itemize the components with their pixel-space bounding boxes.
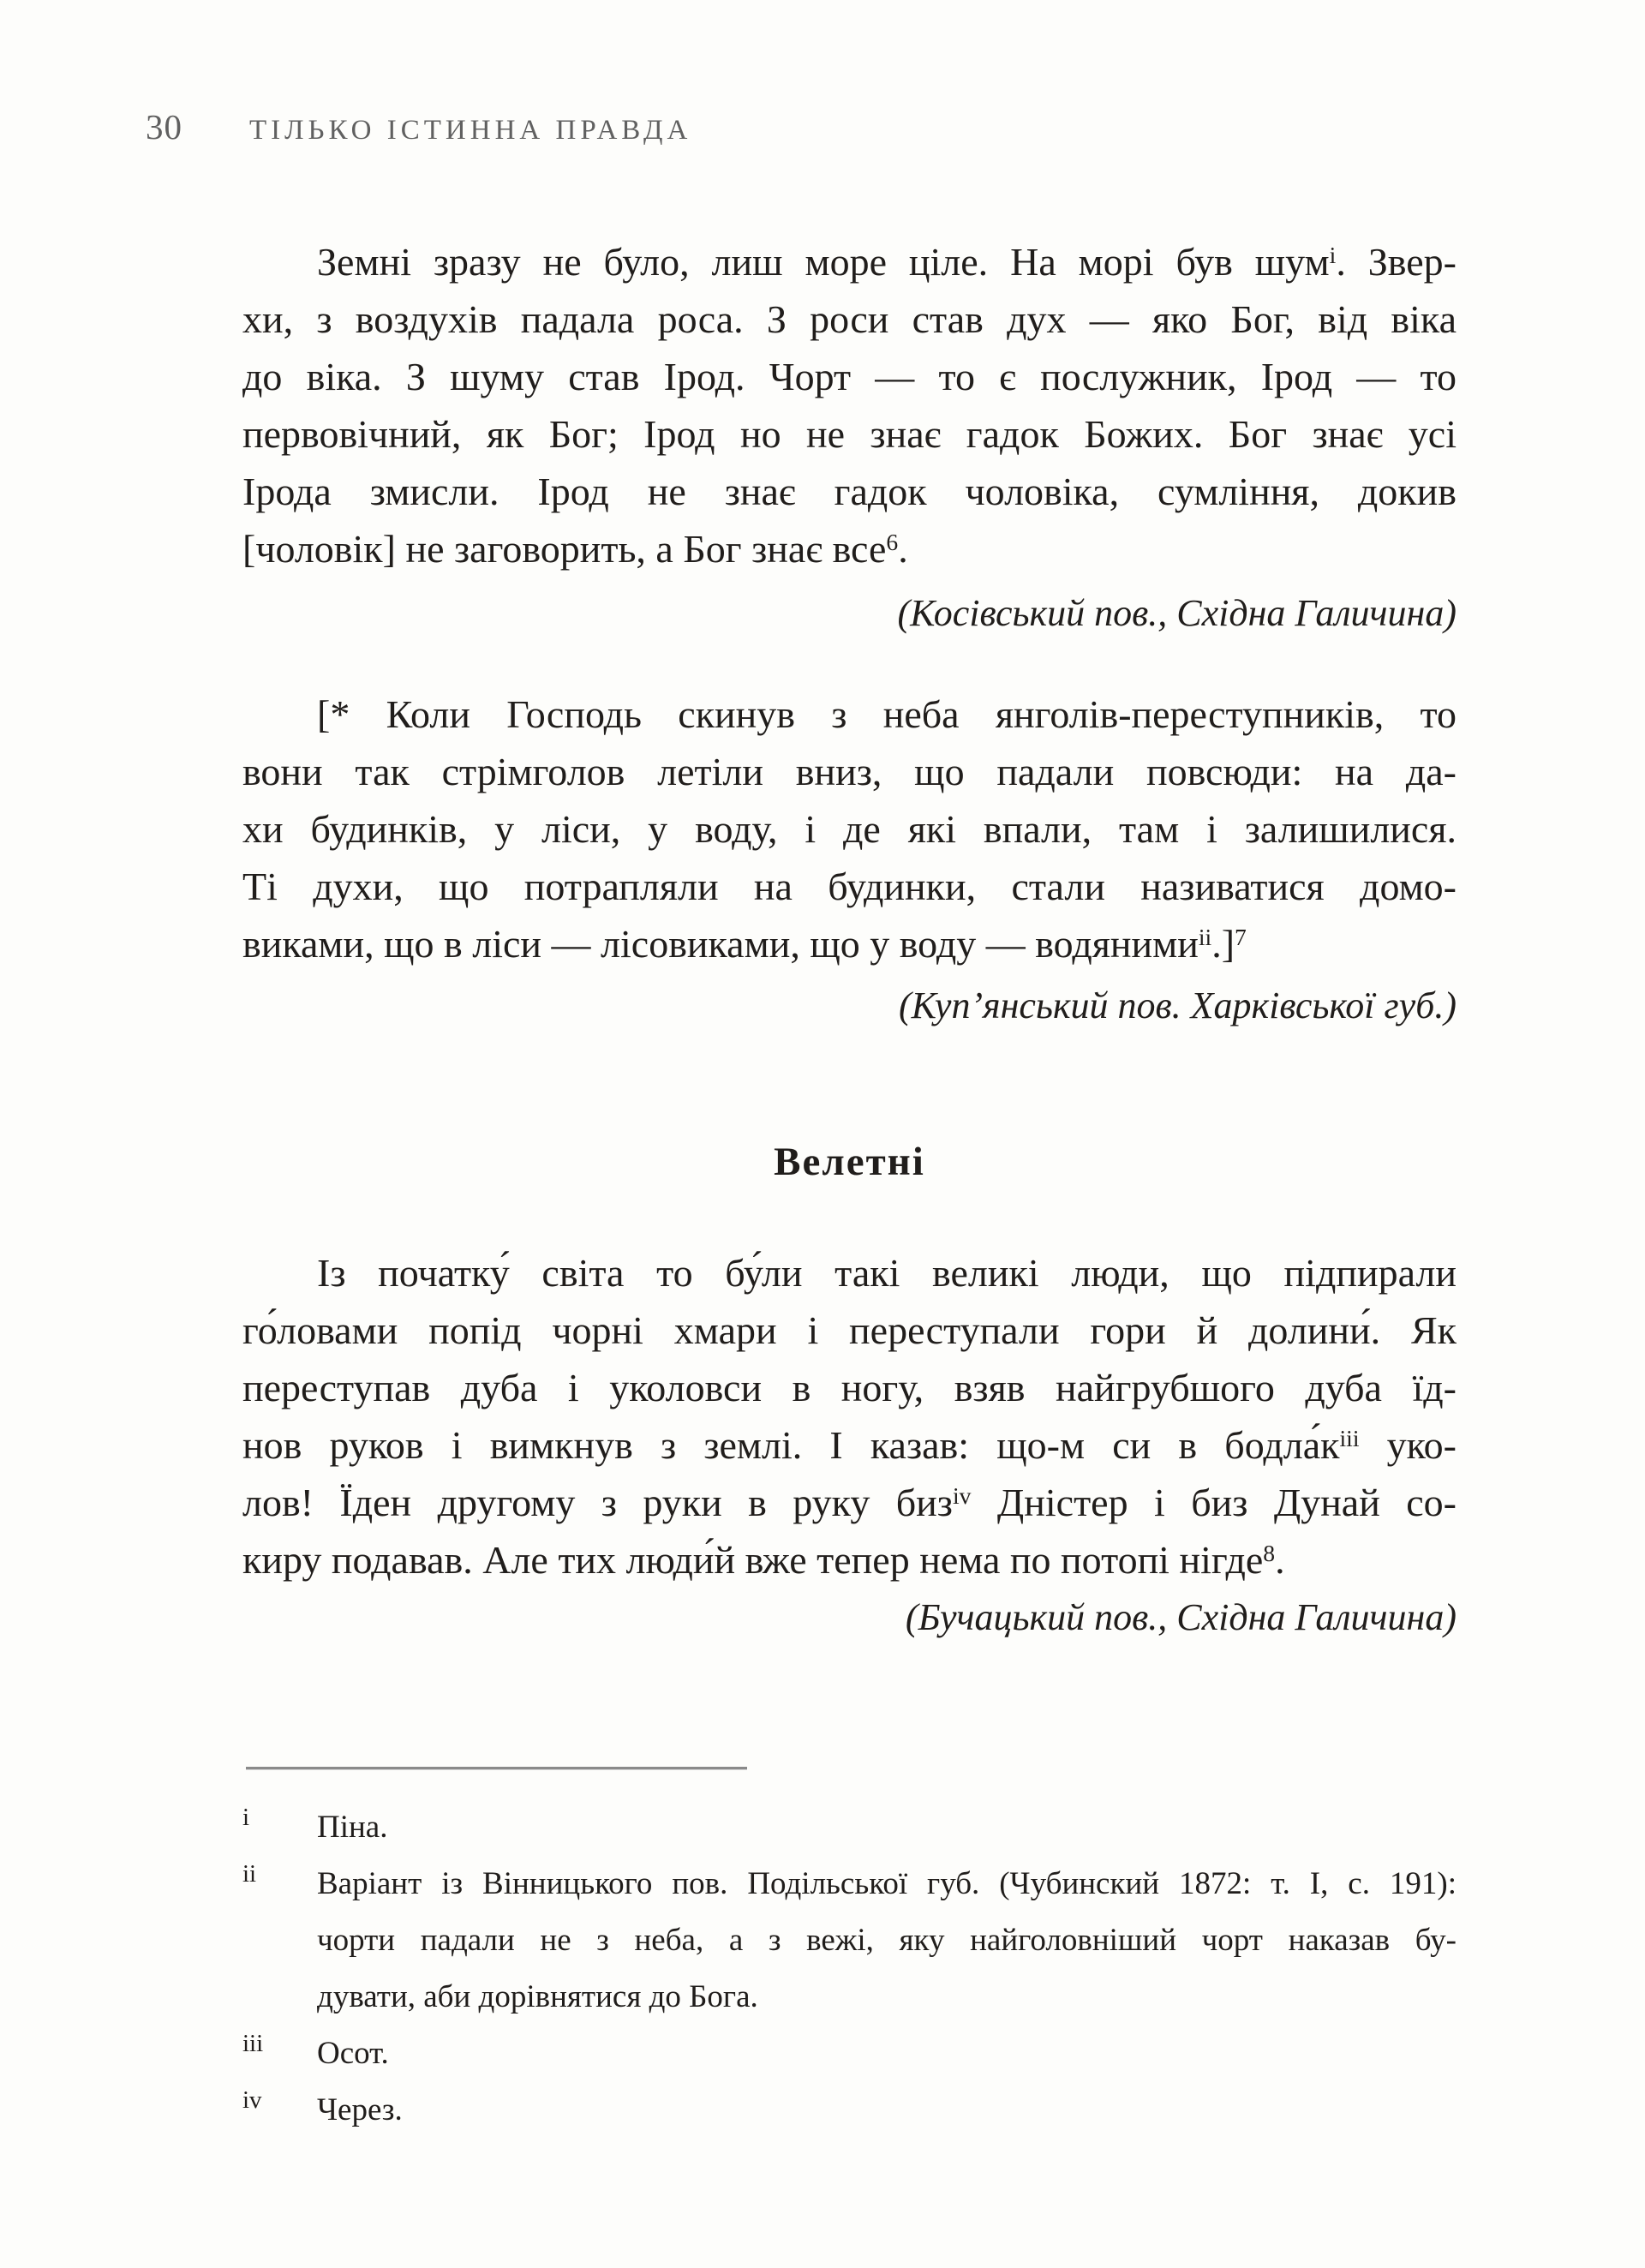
paragraph bbox=[242, 233, 1457, 577]
text-line: Ті духи, що потрапляли на будинки, стали називатися домо- bbox=[242, 865, 1457, 908]
text-line: переступав дуба і уколовси в ногу, взяв найгрубшого дуба їд- bbox=[242, 1366, 1457, 1409]
source-attribution: (Косівський пов., Східна Галичина) bbox=[897, 592, 1457, 634]
footnote bbox=[242, 1799, 1457, 1856]
text-line: чорти падали не з неба, а з вежі, яку найголовніший чорт наказав бу- bbox=[317, 1923, 1457, 1958]
footnote-marker: iii bbox=[242, 2030, 264, 2057]
text-line: [* Коли Господь скинув з неба янголів-переступників, то bbox=[317, 692, 1457, 736]
text-line: Земні зразу не було, лиш море ціле. На морі був шум$^i$. Звер- bbox=[317, 240, 1457, 284]
footnote-divider bbox=[246, 1767, 747, 1770]
text-line: Осот. bbox=[317, 2036, 389, 2071]
text-line: го́ловами попід чорні хмари і переступали гори й долини́. Як bbox=[242, 1308, 1457, 1352]
text-line: хи будинків, у ліси, у воду, і де які впали, там і залишилися. bbox=[242, 807, 1457, 851]
text-line: [чоловік] не заговорить, а Бог знає все$^6$. bbox=[242, 527, 908, 571]
text-line: нов руков і вимкнув з землі. І казав: що-м си в $бодла́к^{iii}$ уко- bbox=[242, 1423, 1457, 1467]
footnote-text bbox=[317, 1856, 1457, 2026]
footnote-marker: i bbox=[242, 1804, 250, 1831]
section-heading: Велетні bbox=[774, 1140, 925, 1184]
text-line: первовічний, як Бог; Ірод но не знає гадок Божих. Бог знає усі bbox=[242, 412, 1457, 456]
text-line: до віка. З шуму став Ірод. Чорт — то є послужник, Ірод — то bbox=[242, 355, 1457, 398]
footnote bbox=[242, 2082, 1457, 2139]
footnote-text bbox=[317, 1799, 1457, 1856]
text-line: киру подавав. Але тих люди́й вже тепер нема по потопі нігде$^8$. bbox=[242, 1538, 1285, 1582]
text-line: дувати, аби дорівнятися до Бога. bbox=[317, 1979, 758, 2014]
text-line: Через. bbox=[317, 2092, 403, 2127]
text-line: виками, що в ліси — лісовиками, що у воду — водяними$^{ii}$.]$^7$ bbox=[242, 922, 1247, 966]
text-line: Варіант із Вінницького пов. Подільської губ. (Чубинский 1872: т. І, с. 191): bbox=[317, 1866, 1457, 1901]
source-attribution: (Бучацький пов., Східна Галичина) bbox=[905, 1596, 1457, 1638]
footnote-marker: ii bbox=[242, 1860, 257, 1888]
text-line: Із початку́ світа то бу́ли такі великі люди, що підпирали bbox=[317, 1251, 1457, 1295]
text-line: лов! Їден другому з руки в руку биз$^{iv}$ Дністер і биз Дунай со- bbox=[242, 1481, 1457, 1524]
footnotes bbox=[242, 1799, 1457, 2139]
text-line: вони так стрімголов летіли вниз, що падали повсюди: на да- bbox=[242, 750, 1457, 793]
footnote bbox=[242, 2026, 1457, 2082]
footnote bbox=[242, 1856, 1457, 2026]
source-attribution: (Куп’янський пов. Харківської губ.) bbox=[898, 984, 1457, 1026]
footnote-marker: iv bbox=[242, 2086, 262, 2114]
footnote-text bbox=[317, 2082, 1457, 2139]
text-line: Ірода змисли. Ірод не знає гадок чоловіка, сумління, докив bbox=[242, 470, 1457, 513]
text-line: хи, з воздухів падала роса. З роси став дух — яко Бог, від віка bbox=[242, 297, 1457, 341]
text-line: Піна. bbox=[317, 1810, 388, 1845]
paragraph bbox=[242, 1244, 1457, 1589]
page-number: 30 bbox=[146, 107, 182, 147]
running-head bbox=[146, 106, 1457, 147]
paragraph bbox=[242, 685, 1457, 972]
footnote-text bbox=[317, 2026, 1457, 2082]
running-title: ТІЛЬКО ІСТИННА ПРАВДА bbox=[249, 115, 692, 146]
